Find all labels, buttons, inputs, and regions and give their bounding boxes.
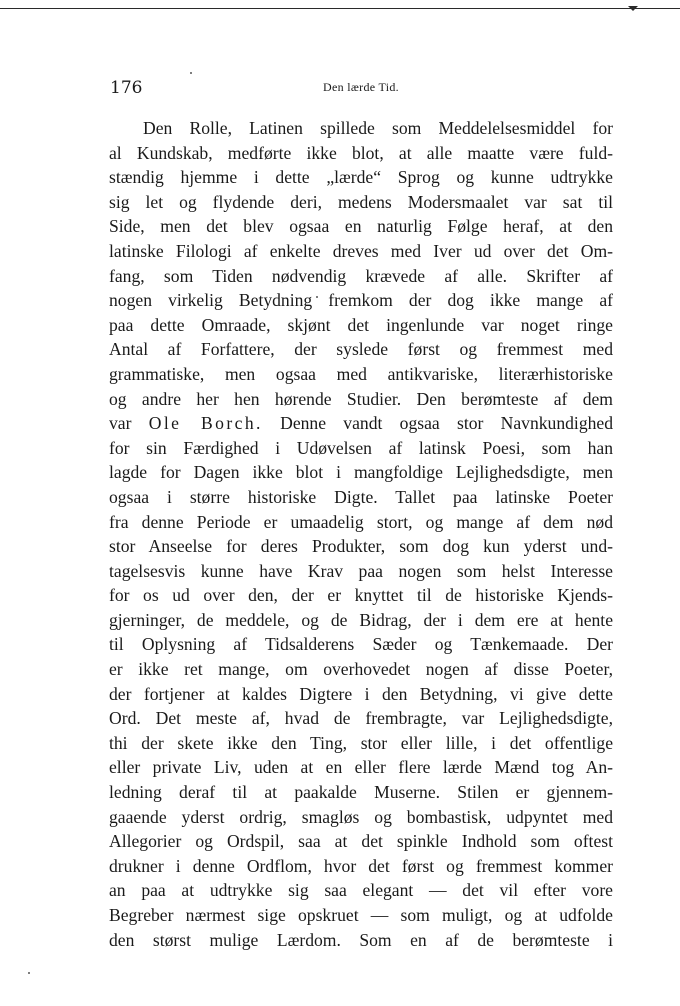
print-speck (28, 972, 30, 974)
line-suffix: Denne vandt ogsaa stor Navnkundighed (280, 413, 613, 434)
text-line: gjerninger, de meddele, og de Bidrag, der i dem ere at hente (109, 609, 613, 630)
text-line: paa dette Omraade, skjønt det ingenlunde var noget ringe (109, 314, 613, 335)
text-line-with-name (109, 411, 613, 436)
text-line: Allegorier og Ordspil, saa at det spinkle Indhold som oftest (109, 831, 613, 852)
text-line: stor Anseelse for deres Produkter, som dog kun yderst und- (109, 536, 613, 557)
text-line: Antal af Forfattere, der syslede først og fremmest med (109, 339, 613, 360)
text-line: gaaende yderst ordrig, smagløs og bombastisk, udpyntet med (109, 806, 613, 827)
text-line: der fortjener at kaldes Digtere i den Betydning, vi give dette (109, 683, 613, 704)
text-line: latinske Filologi af enkelte dreves med Iver ud over det Om- (109, 240, 613, 261)
text-line: fang, som Tiden nødvendig krævede af alle. Skrifter af (109, 265, 613, 286)
top-rule-mark (628, 6, 638, 11)
text-line: og andre her hen hørende Studier. Den berømteste af dem (109, 388, 613, 409)
page-header (110, 78, 612, 98)
text-line: er ikke ret mange, om overhovedet nogen af disse Poeter, (109, 659, 613, 680)
text-line: tagelsesvis kunne have Krav paa nogen som helst Interesse (109, 560, 613, 581)
text-line: al Kundskab, medførte ikke blot, at alle maatte være fuld- (109, 142, 613, 163)
text-line: an paa at udtrykke sig saa elegant — det vil efter vore (109, 880, 613, 901)
text-line: den størst mulige Lærdom. Som en af de berømteste i (109, 929, 613, 950)
spaced-name: Ole Borch. (148, 413, 263, 434)
text-line: for sin Færdighed i Udøvelsen af latinsk Poesi, som han (109, 437, 613, 458)
text-line: Den Rolle, Latinen spillede som Meddelelsesmiddel for (143, 118, 613, 138)
text-line: fra denne Periode er umaadelig stort, og mange af dem nød (109, 511, 613, 532)
line-prefix: var (109, 413, 132, 434)
text-line: ogsaa i større historiske Digte. Tallet paa latinske Poeter (109, 486, 613, 507)
body-text (109, 116, 613, 952)
text-line: drukner i denne Ordflom, hvor det først og fremmest kommer (109, 855, 613, 876)
text-line: grammatiske, men ogsaa med antikvariske, literærhistoriske (109, 363, 613, 384)
text-line: eller private Liv, uden at en eller flere lærde Mænd tog An- (109, 757, 613, 778)
text-line: Begreber nærmest sige opskruet — som muligt, og at udfolde (109, 905, 613, 925)
text-line: nogen virkelig Betydning fremkom der dog ikke mange af (109, 290, 613, 311)
top-border-rule (0, 8, 680, 9)
text-line: Ord. Det meste af, hvad de frembragte, var Lejlighedsdigte, (109, 708, 613, 729)
page-number: 176 (110, 78, 143, 98)
text-line: sig let og flydende deri, medens Modersmaalet var sat til (109, 191, 613, 212)
text-line: stændig hjemme i dette „lærde“ Sprog og kunne udtrykke (109, 167, 613, 188)
text-line: Side, men det blev ogsaa en naturlig Følge heraf, at den (109, 216, 613, 237)
running-head: Den lærde Tid. (323, 80, 399, 94)
text-line: lagde for Dagen ikke blot i mangfoldige Lejlighedsdigte, men (109, 462, 613, 483)
text-line: ledning deraf til at paakalde Muserne. Stilen er gjennem- (109, 782, 613, 803)
text-line: til Oplysning af Tidsalderens Sæder og Tænkemaade. Der (109, 634, 613, 655)
text-line: for os ud over den, der er knyttet til de historiske Kjends- (109, 585, 613, 606)
print-speck (190, 72, 192, 74)
text-line: thi der skete ikke den Ting, stor eller lille, i det offentlige (109, 732, 613, 753)
